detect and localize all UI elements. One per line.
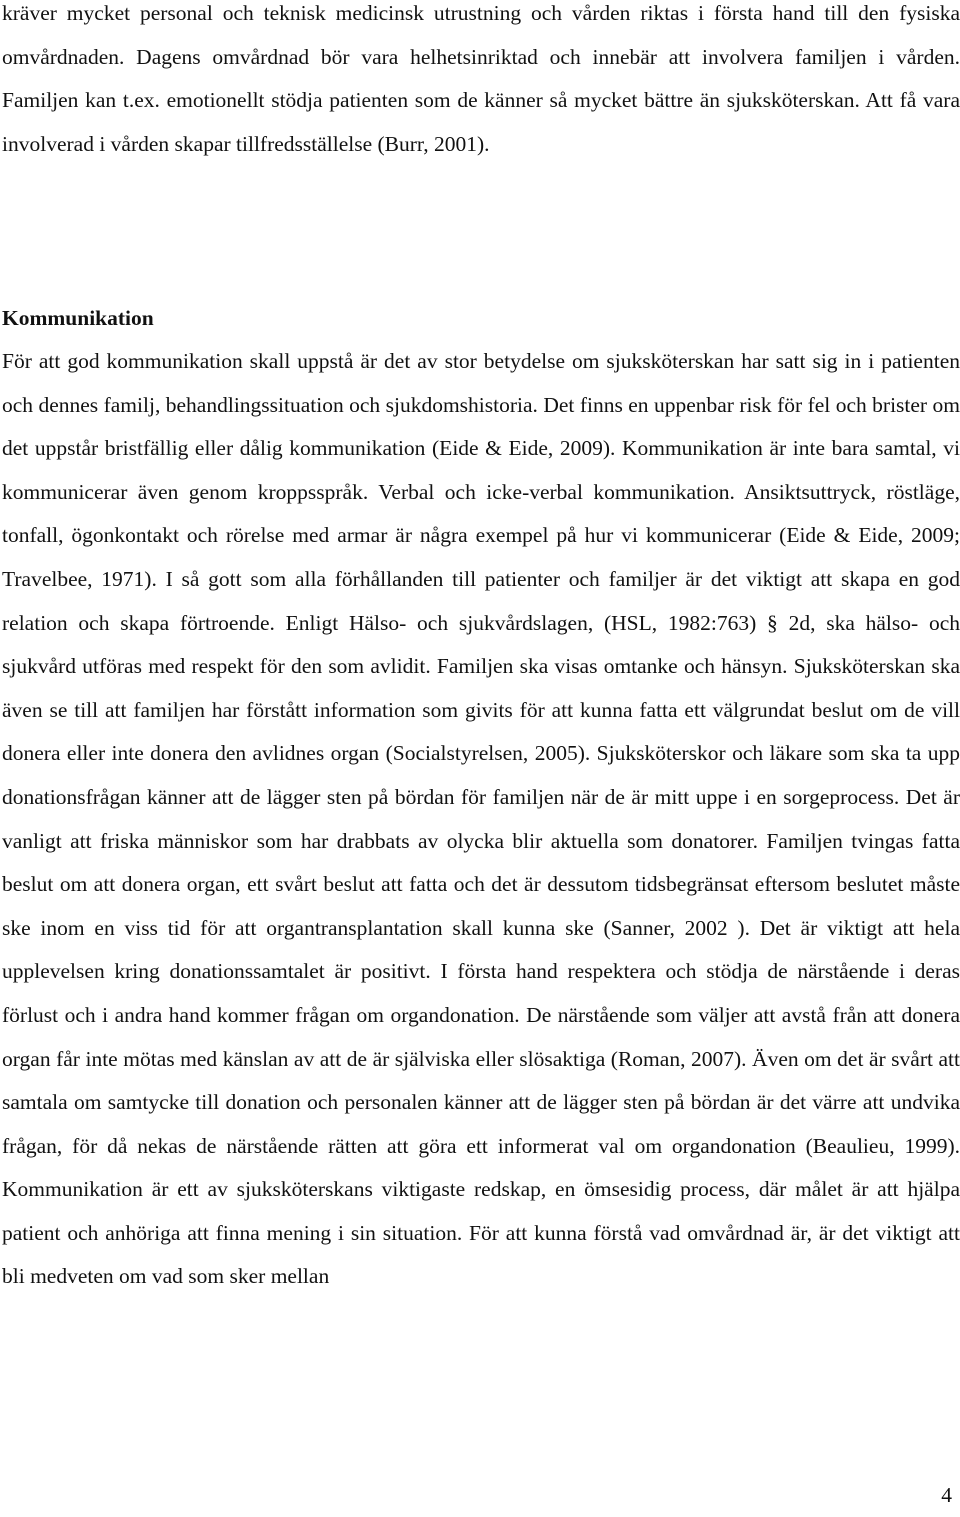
page-number: 4 (941, 1483, 952, 1507)
intro-paragraph: kräver mycket personal och teknisk medicinsk utrustning och vården riktas i första hand till den fysiska omvårdnaden. Dagens omvårdnad bör vara helhetsinriktad och innebär att involvera familjen i vården. Familjen kan t.ex. emotionellt stödja patienten som de känner så mycket bättre än sjuksköterskan. Att få vara involverad i vården skapar tillfredsställelse (Burr, 2001). (2, 1, 960, 156)
section-heading: Kommunikation (2, 306, 154, 330)
body-paragraph: För att god kommunikation skall uppstå är det av stor betydelse om sjuksköterskan har satt sig in i patienten och dennes familj, behandlingssituation och sjukdomshistoria. Det finns en uppenbar risk för fel och brister om det uppstår bristfällig eller dålig kommunikation (Eide & Eide, 2009). Kommunikation är inte bara samtal, vi kommunicerar även genom kroppsspråk. Verbal och icke-verbal kommunikation. Ansiktsuttryck, röstläge, tonfall, ögonkontakt och rörelse med armar är några exempel på hur vi kommunicerar (Eide & Eide, 2009; Travelbee, 1971). I så gott som alla förhållanden till patienter och familjer är det viktigt att skapa en god relation och skapa förtroende. Enligt Hälso- och sjukvårdslagen, (HSL, 1982:763) § 2d, ska hälso- och sjukvård utföras med respekt för den som avlidit. Familjen ska visas omtanke och hänsyn. Sjuksköterskan ska även se till att familjen har förstått information som givits för att kunna fatta ett välgrundat beslut om de vill donera eller inte donera den avlidnes organ (Socialstyrelsen, 2005). Sjuksköterskor och läkare som ska ta upp donationsfrågan känner att de lägger sten på bördan för familjen när de är mitt uppe i en sorgeprocess. Det är vanligt att friska människor som har drabbats av olycka blir aktuella som donatorer. Familjen tvingas fatta beslut om att donera organ, ett svårt beslut att fatta och det är dessutom tidsbegränsat eftersom beslutet måste ske inom en viss tid för att organtransplantation skall kunna ske (Sanner, 2002 ). Det är viktigt att hela upplevelsen kring donationssamtalet är positivt. I första hand respektera och stödja de närstående i deras förlust och i andra hand kommer frågan om organdonation. De närstående som väljer att avstå från att donera organ får inte mötas med känslan av att de är själviska eller slösaktiga (Roman, 2007). Även om det är svårt att samtala om samtycke till donation och personalen känner att de lägger sten på bördan är det värre att undvika frågan, för då nekas de närstående rätten att göra ett informerat val om organdonation (Beaulieu, 1999). Kommunikation är ett av sjuksköterskans viktigaste redskap, en ömsesidig process, där målet är att hjälpa patient och anhöriga att finna mening i sin situation. För att kunna förstå vad omvårdnad är, är det viktigt att bli medveten om vad som sker mellan (2, 349, 960, 1289)
